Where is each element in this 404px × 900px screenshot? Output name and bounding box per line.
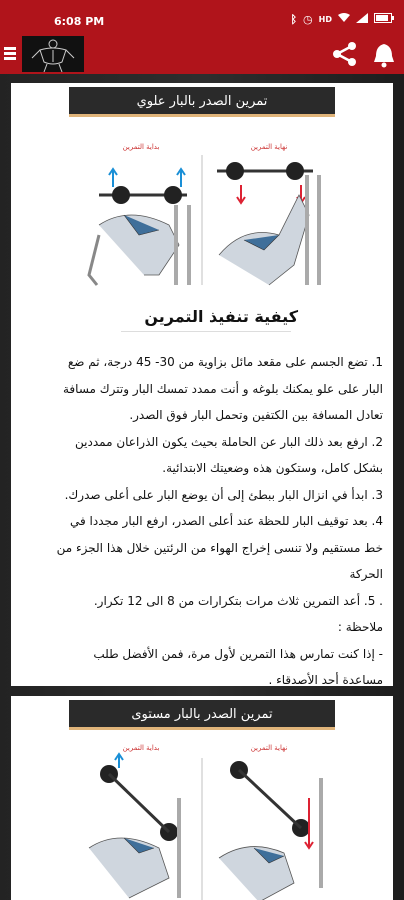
exercise-card-flat	[11, 696, 393, 900]
instruction-line: 4. بعد توقيف البار للحظة عند أعلى الصدر، ارفع البار مجددا في	[70, 514, 383, 528]
instruction-line: خط مستقيم ولا تنسى إخراج الهواء من الرئتين خلال هذا الجزء من	[56, 540, 383, 555]
signal-icon	[356, 13, 368, 26]
logo	[22, 36, 84, 72]
instruction-line: البار على علو يمكنك بلوغه و أنت ممدد تمسك البار وتترك مسافة	[63, 381, 383, 396]
instruction-line: - إذا كنت تمارس هذا التمرين لأول مرة، فمن الأفضل طلب	[93, 646, 383, 661]
share-icon[interactable]	[331, 41, 359, 71]
menu-icon[interactable]	[4, 47, 16, 61]
how-to-heading: كيفية تنفيذ التمرين	[144, 307, 298, 326]
hd-voice-icon: HD	[318, 15, 332, 24]
alarm-icon: ◷	[303, 13, 313, 26]
status-time: 6:08 PM	[54, 15, 105, 28]
instruction-line: بشكل كامل، وستكون هذه وضعيتك الابتدائية.	[162, 461, 383, 475]
card-title: تمرين الصدر بالبار مستوى	[69, 700, 335, 730]
exercise-illustration	[69, 135, 335, 299]
status-icons	[290, 13, 394, 26]
exercise-illustration	[69, 738, 335, 900]
instruction-line: 1. تضع الجسم على مقعد مائل بزاوية من 30- 45 درجة، ثم ضع	[67, 355, 383, 369]
instructions-text	[23, 349, 383, 694]
heading-divider	[121, 331, 291, 332]
instruction-line: ملاحظة :	[337, 620, 383, 634]
instruction-line: تعادل المسافة بين الكتفين وتحمل البار فوق الصدر.	[129, 408, 383, 422]
status-bar	[0, 0, 404, 34]
wifi-icon	[338, 13, 350, 26]
battery-icon	[374, 13, 394, 26]
label-end: نهاية التمرين	[250, 744, 288, 752]
instruction-line: الحركة	[349, 567, 383, 581]
instruction-line: 3. ابدأ في انزال البار ببطئ إلى أن يوضع البار على أعلى صدرك.	[64, 487, 383, 502]
instruction-line: 2. ارفع بعد ذلك البار عن الحاملة بحيث يكون الذراعان ممددين	[75, 434, 383, 449]
label-end: نهاية التمرين	[250, 143, 288, 151]
bell-icon[interactable]	[372, 42, 396, 72]
label-start: بداية التمرين	[122, 143, 160, 151]
card-title: تمرين الصدر بالبار علوي	[69, 87, 335, 117]
instruction-line: مساعدة أحد الأصدقاء .	[268, 673, 383, 687]
exercise-card-incline	[11, 83, 393, 686]
label-start: بداية التمرين	[122, 744, 160, 752]
instruction-line: . 5. أعد التمرين ثلاث مرات بتكرارات من 8 الى 12 تكرار.	[93, 593, 383, 608]
app-bar	[0, 34, 404, 74]
bluetooth-icon: ᛒ	[290, 13, 298, 26]
